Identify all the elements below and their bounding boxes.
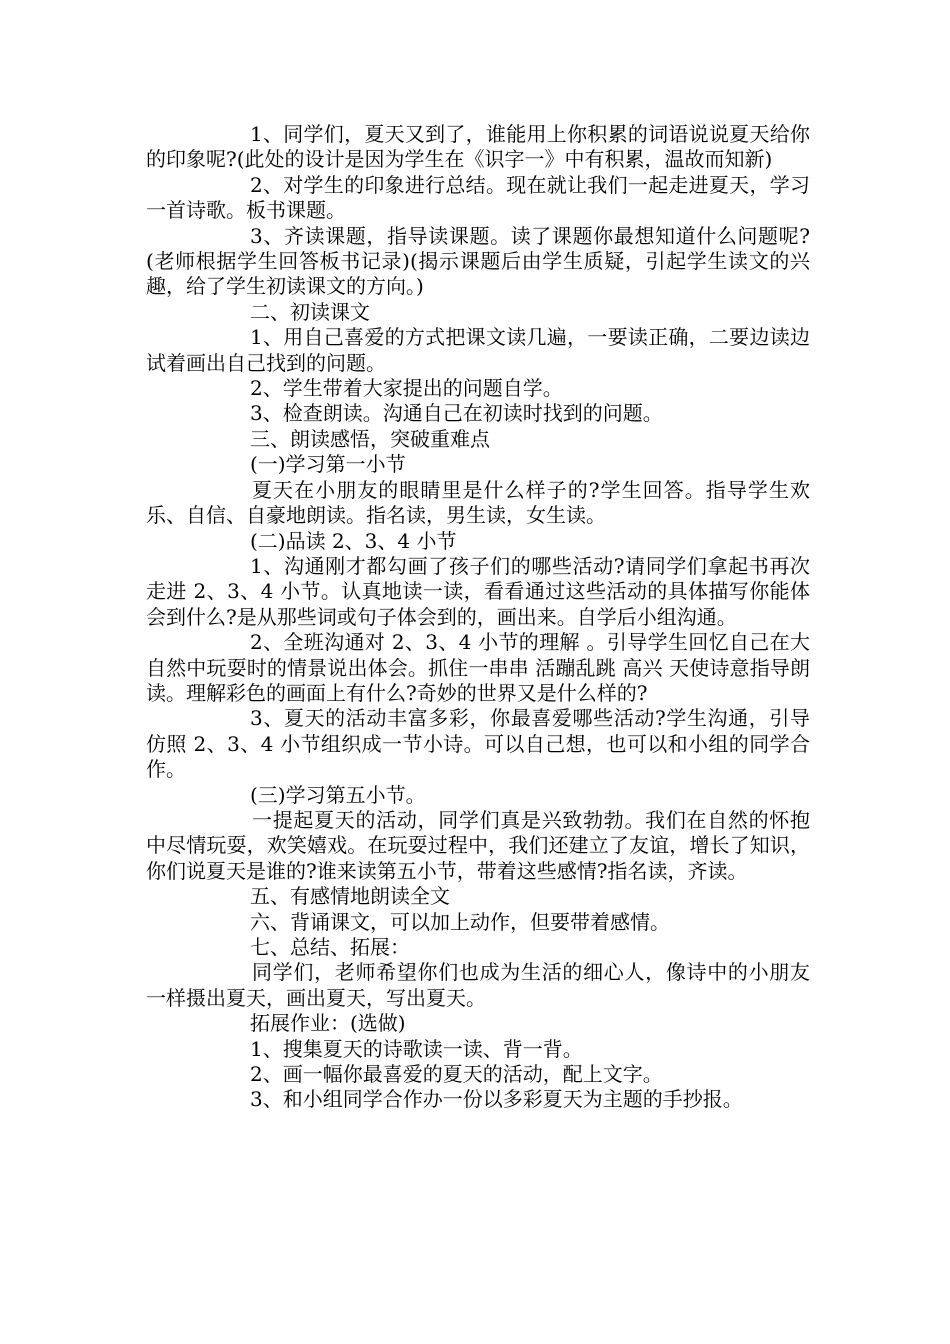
list-item: 1、搜集夏天的诗歌读一读、背一背。 [250, 1036, 583, 1061]
paragraph: 同学们，老师希望你们也成为生活的细心人，像诗中的小朋友一样摄出夏天，画出夏天，写出夏天。 [146, 960, 810, 1010]
paragraph: 2、全班沟通对 2、3、4 小节的理解 。引导学生回忆自己在大自然中玩耍时的情景说出体会。抓住一串串 活蹦乱跳 高兴 天使诗意指导朗读。理解彩色的画面上有什么?奇妙的世界又是什么样的? [146, 630, 810, 705]
subsection-heading: (二)品读 2、3、4 小节 [250, 528, 457, 553]
list-item: 2、画一幅你最喜爱的夏天的活动，配上文字。 [250, 1062, 663, 1087]
document-body [146, 122, 810, 1113]
subsection-heading: (一)学习第一小节 [250, 452, 406, 477]
paragraph: 3、检查朗读。沟通自己在初读时找到的问题。 [250, 401, 663, 426]
section-heading: 七、总结、拓展： [250, 935, 410, 959]
paragraph: 3、齐读课题，指导读课题。读了课题你最想知道什么问题呢?(老师根据学生回答板书记录)(揭示课题后由学生质疑，引起学生读文的兴趣，给了学生初读课文的方向。) [146, 223, 810, 299]
section-heading: 二、初读课文 [250, 299, 370, 324]
paragraph: 1、同学们，夏天又到了，谁能用上你积累的词语说说夏天给你的印象呢?(此处的设计是因为学生在《识字一》中有积累，温故而知新) [146, 122, 810, 172]
paragraph: 拓展作业：(选做) [250, 1011, 406, 1036]
paragraph: 3、夏天的活动丰富多彩，你最喜爱哪些活动?学生沟通，引导仿照 2、3、4 小节组织成一节小诗。可以自己想，也可以和小组的同学合作。 [146, 706, 810, 782]
paragraph: 1、沟通刚才都勾画了孩子们的哪些活动?请同学们拿起书再次走进 2、3、4 小节。认真地读一读，看看通过这些活动的具体描写你能体会到什么?是从那些词或句子体会到的，画出来。自学后小组沟通。 [146, 553, 810, 629]
list-item: 3、和小组同学合作办一份以多彩夏天为主题的手抄报。 [250, 1087, 743, 1112]
section-heading: 六、背诵课文，可以加上动作，但要带着感情。 [250, 909, 670, 934]
section-heading: 三、朗读感悟，突破重难点 [250, 426, 490, 451]
paragraph: 一提起夏天的活动，同学们真是兴致勃勃。我们在自然的怀抱中尽情玩耍，欢笑嬉戏。在玩耍过程中，我们还建立了友谊，增长了知识，你们说夏天是谁的?谁来读第五小节，带着这些感情?指名读，齐读。 [146, 807, 810, 883]
paragraph: 1、用自己喜爱的方式把课文读几遍，一要读正确，二要边读边试着画出自己找到的问题。 [146, 325, 810, 375]
subsection-heading: (三)学习第五小节。 [250, 782, 426, 807]
paragraph: 2、学生带着大家提出的问题自学。 [250, 376, 563, 401]
paragraph: 夏天在小朋友的眼睛里是什么样子的?学生回答。指导学生欢乐、自信、自豪地朗读。指名读，男生读，女生读。 [146, 477, 810, 528]
section-heading: 五、有感情地朗读全文 [250, 884, 450, 909]
paragraph: 2、对学生的印象进行总结。现在就让我们一起走进夏天，学习一首诗歌。板书课题。 [146, 172, 810, 223]
